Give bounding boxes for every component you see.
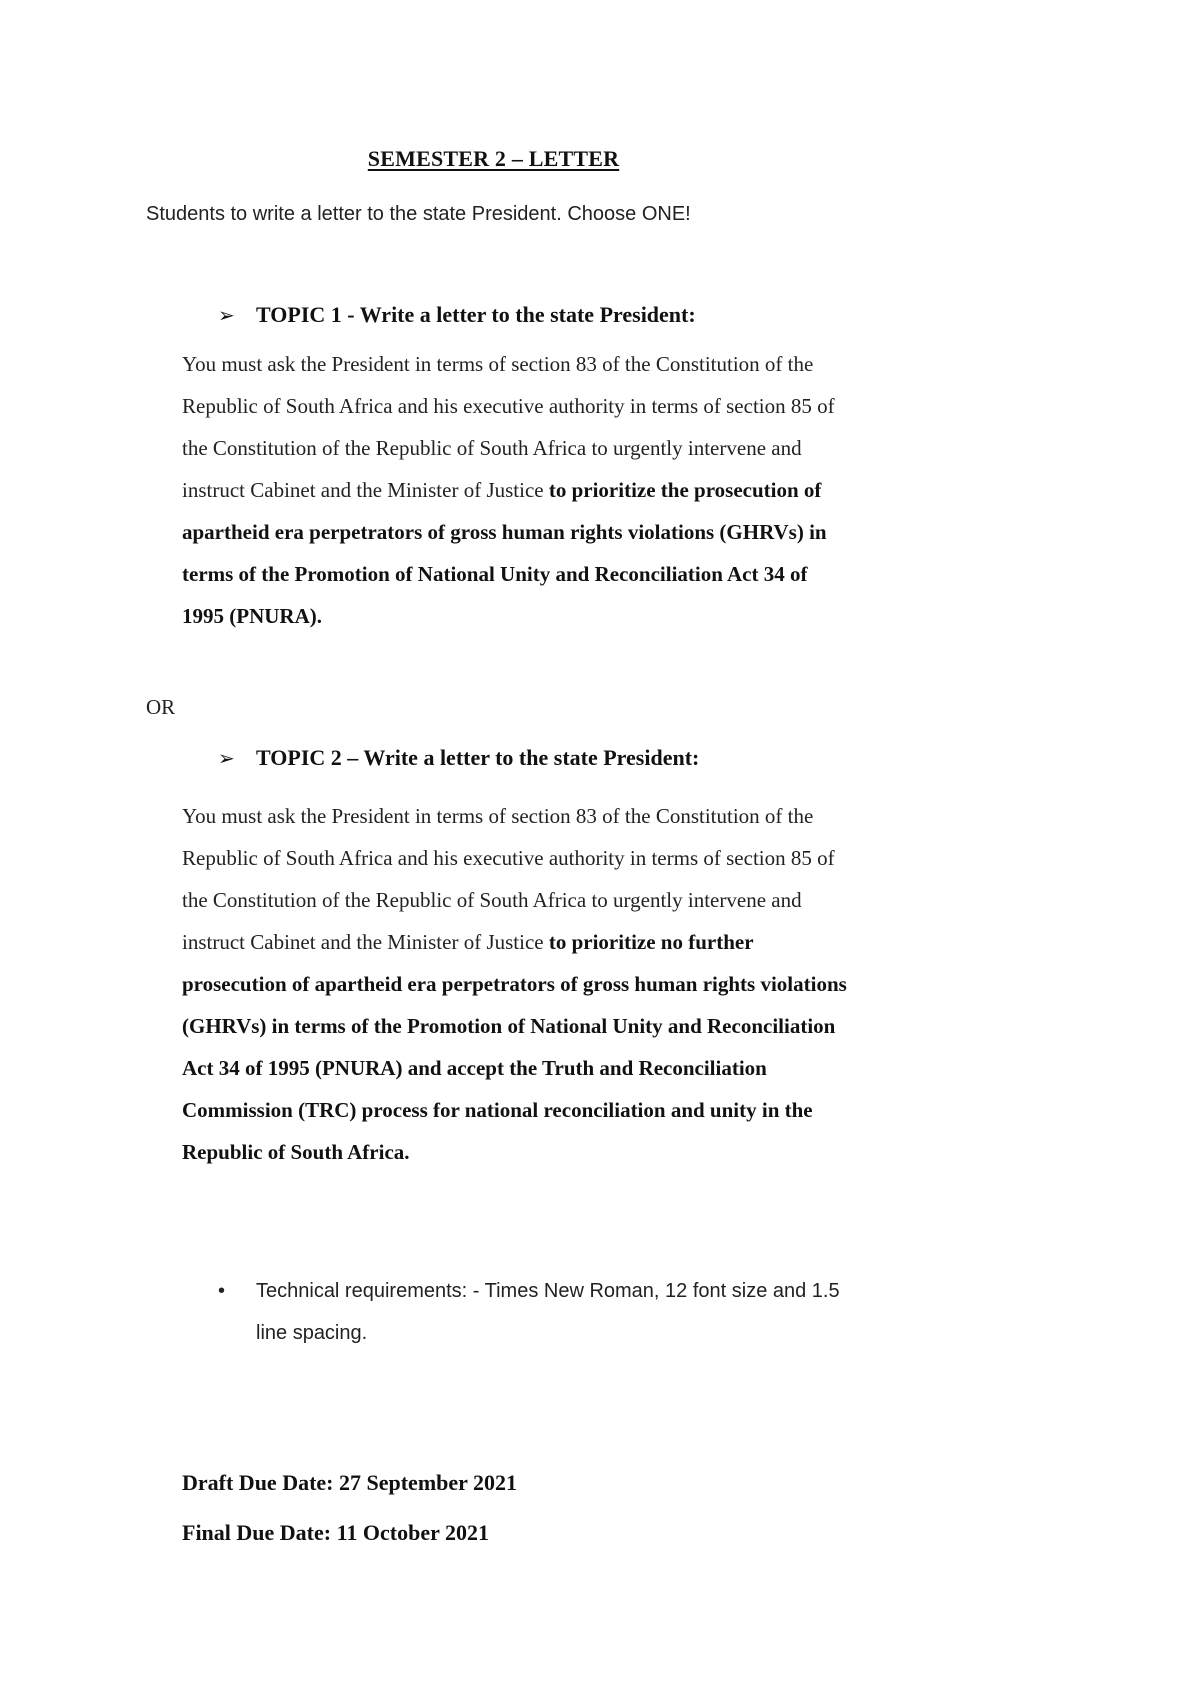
requirements-text: Technical requirements: - Times New Roman, 12 font size and 1.5 line spacing. [256,1280,840,1344]
bullet-dot-icon: • [218,1280,226,1302]
page-title: SEMESTER 2 – LETTER [367,146,620,171]
draft-due-date: Draft Due Date: 27 September 2021 [182,1470,518,1495]
topic-2-heading [218,745,699,771]
topic-1-body [182,343,852,637]
topic-1-body-plain: You must ask the President in terms of section 83 of the Constitution of the Republic of South Africa and his executive authority in terms of section 85 of the Constitution of the Republic of South Africa to urgently intervene and instruct Cabinet and the Minister of Justice [182,352,835,502]
or-separator: OR [146,695,176,719]
topic-1-heading [218,302,696,328]
final-due-date: Final Due Date: 11 October 2021 [182,1520,489,1545]
topic-2-body-bold: to prioritize no further prosecution of apartheid era perpetrators of gross human rights violations (GHRVs) in terms of the Promotion of National Unity and Reconciliation Act 34 of 1995 (PNURA) and accept the Truth and Reconciliation Commission (TRC) process for national reconciliation and unity in the Republic of South Africa. [182,930,847,1164]
arrow-bullet-icon: ➢ [218,303,235,327]
topic-1-body-bold: to prioritize the prosecution of apartheid era perpetrators of gross human rights violations (GHRVs) in terms of the Promotion of National Unity and Reconciliation Act 34 of 1995 (PNURA). [182,478,827,628]
topic-1-heading-text: TOPIC 1 - Write a letter to the state President: [256,302,696,327]
intro-text: Students to write a letter to the state President. Choose ONE! [146,203,691,225]
arrow-bullet-icon: ➢ [218,746,235,770]
topic-2-body-plain: You must ask the President in terms of section 83 of the Constitution of the Republic of South Africa and his executive authority in terms of section 85 of the Constitution of the Republic of South Africa to urgently intervene and instruct Cabinet and the Minister of Justice [182,804,835,954]
topic-2-heading-text: TOPIC 2 – Write a letter to the state President: [256,745,700,770]
topic-2-body [182,795,852,1173]
requirements-list-item [218,1270,858,1354]
